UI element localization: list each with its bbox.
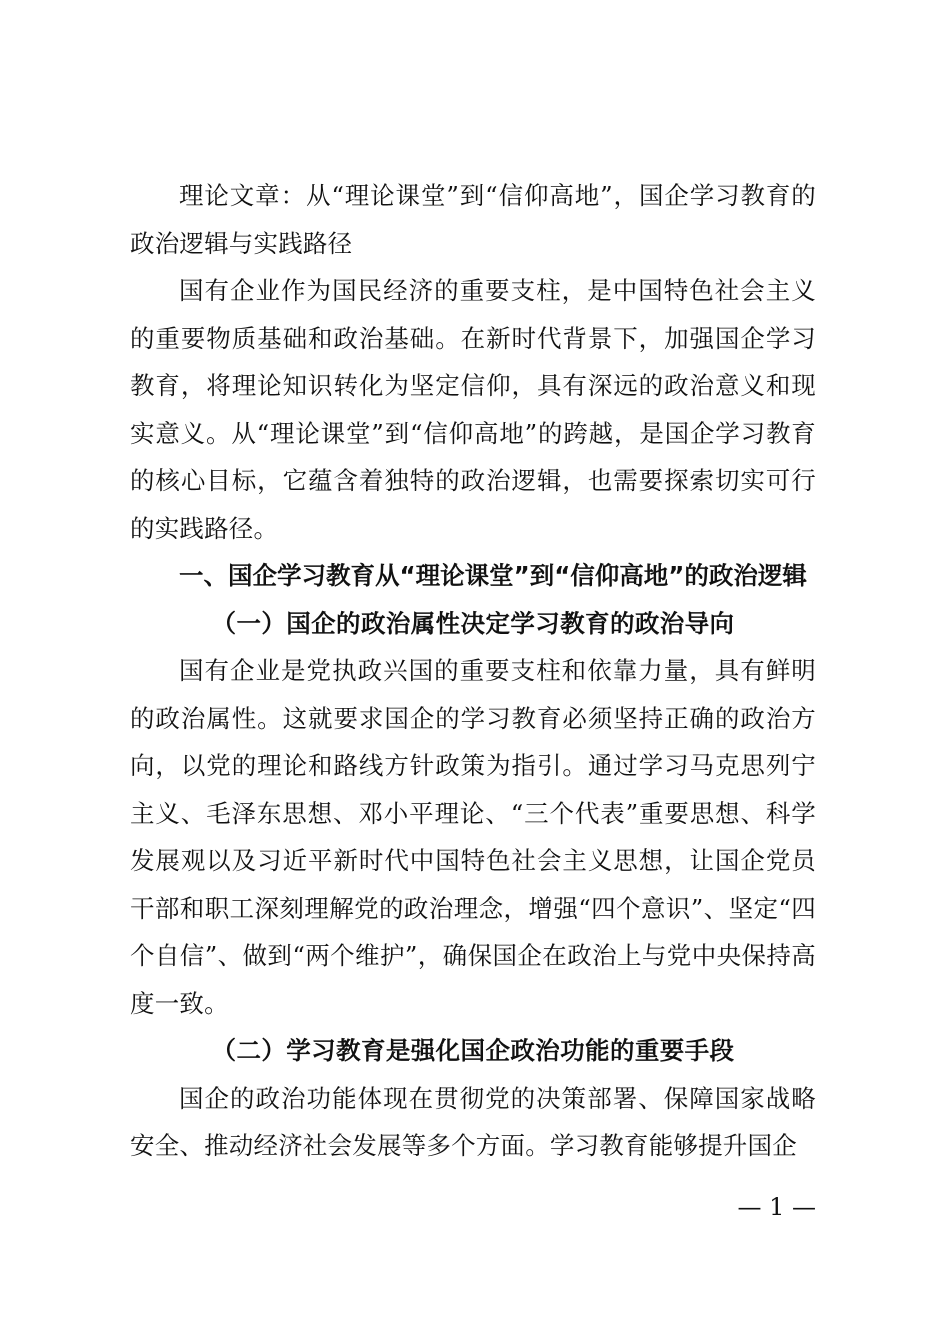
subsection-1-paragraph: 国有企业是党执政兴国的重要支柱和依靠力量，具有鲜明的政治属性。这就要求国企的学习教育必须坚持正确的政治方向，以党的理论和路线方针政策为指引。通过学习马克思列宁主义、毛泽东思想、邓小平理论、“三个代表”重要思想、科学发展观以及习近平新时代中国特色社会主义思想，让国企党员干部和职工深刻理解党的政治理念，增强“四个意识”、坚定“四个自信”、做到“两个维护”，确保国企在政治上与党中央保持高度一致。 — [130, 656, 816, 1018]
section-1-heading: 一、国企学习教育从“理论课堂”到“信仰高地”的政治逻辑 — [179, 561, 807, 590]
subsection-2-heading: （二）学习教育是强化国企政治功能的重要手段 — [211, 1036, 735, 1065]
subsection-2-paragraph: 国企的政治功能体现在贯彻党的决策部署、保障国家战略安全、推动经济社会发展等多个方面。学习教育能够提升国企 — [130, 1083, 816, 1160]
article-title-paragraph: 理论文章：从“理论课堂”到“信仰高地”，国企学习教育的政治逻辑与实践路径 — [130, 181, 816, 258]
intro-paragraph: 国有企业作为国民经济的重要支柱，是中国特色社会主义的重要物质基础和政治基础。在新时代背景下，加强国企学习教育，将理论知识转化为坚定信仰，具有深远的政治意义和现实意义。从“理论课堂”到“信仰高地”的跨越，是国企学习教育的核心目标，它蕴含着独特的政治逻辑，也需要探索切实可行的实践路径。 — [130, 276, 816, 543]
page-number: — 1 — — [737, 1193, 816, 1221]
subsection-1-heading: （一）国企的政治属性决定学习教育的政治导向 — [211, 608, 735, 638]
document-body — [130, 172, 816, 1170]
